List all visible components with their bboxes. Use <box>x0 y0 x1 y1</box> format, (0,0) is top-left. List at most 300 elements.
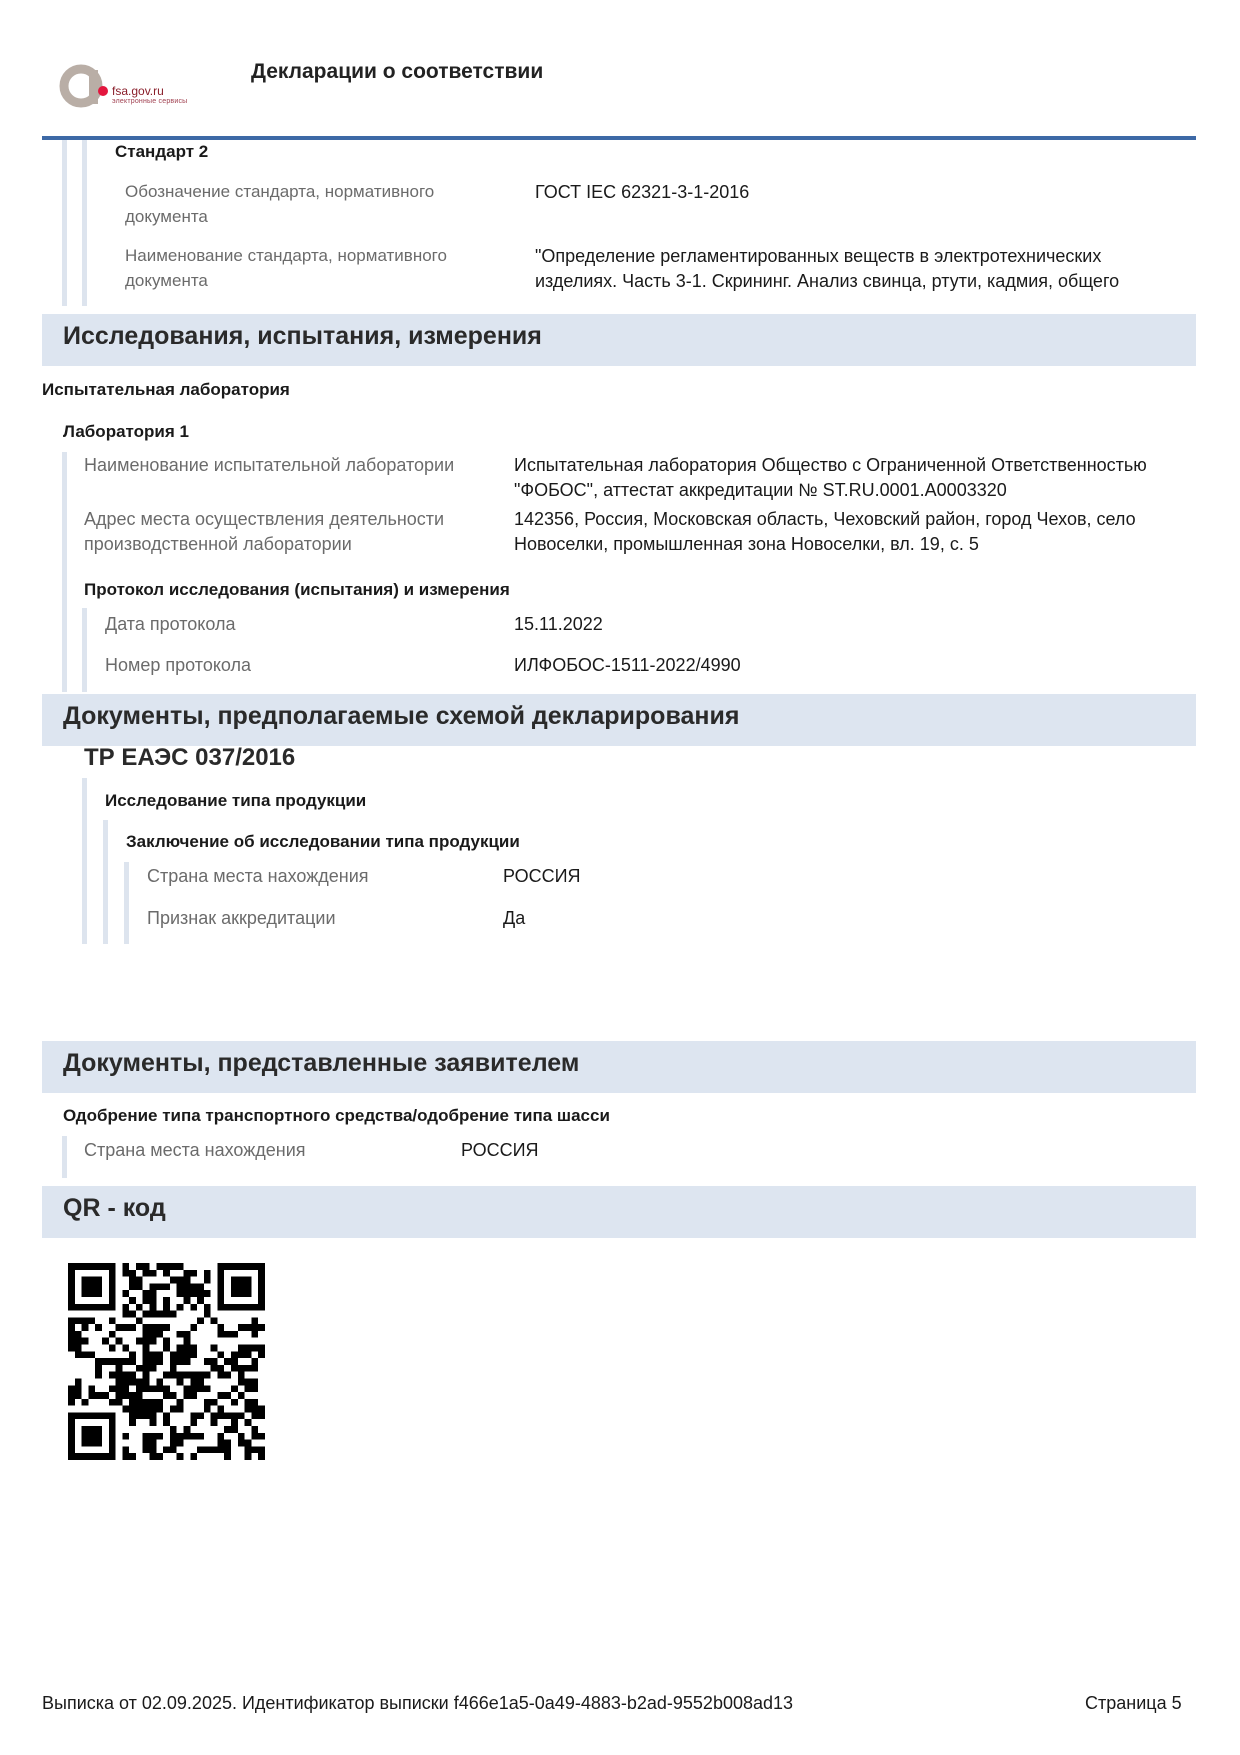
qr-module <box>231 1263 238 1270</box>
qr-module <box>143 1372 150 1379</box>
qr-module <box>122 1358 129 1365</box>
indent-bar <box>62 452 67 692</box>
qr-module <box>251 1426 258 1433</box>
qr-module <box>109 1304 116 1311</box>
qr-module <box>136 1412 143 1419</box>
qr-module <box>88 1440 95 1447</box>
standard-designation-value: ГОСТ IEC 62321-3-1-2016 <box>535 182 750 202</box>
qr-module <box>122 1324 129 1331</box>
qr-module <box>163 1412 170 1419</box>
qr-module <box>143 1412 150 1419</box>
qr-module <box>122 1392 129 1399</box>
qr-module <box>122 1433 129 1440</box>
qr-module <box>183 1345 190 1352</box>
qr-module <box>122 1378 129 1385</box>
qr-module <box>217 1290 224 1297</box>
qr-module <box>245 1345 252 1352</box>
qr-module <box>68 1290 75 1297</box>
logo-text: fsa.gov.ru <box>112 84 164 98</box>
qr-module <box>122 1446 129 1453</box>
qr-module <box>245 1399 252 1406</box>
qr-module <box>109 1446 116 1453</box>
lab-address-value: 142356, Россия, Московская область, Чеховский район, город Чехов, село Новоселки, промышленная зона Новоселки, вл. 19, с. 5 <box>514 509 1136 554</box>
qr-module <box>109 1358 116 1365</box>
qr-module <box>95 1277 102 1284</box>
qr-module <box>245 1406 252 1413</box>
qr-module <box>258 1433 265 1440</box>
qr-module <box>102 1304 109 1311</box>
qr-module <box>136 1385 143 1392</box>
qr-module <box>95 1426 102 1433</box>
qr-module <box>197 1317 204 1324</box>
qr-module <box>143 1358 150 1365</box>
qr-module <box>88 1412 95 1419</box>
qr-module <box>68 1453 75 1460</box>
qr-module <box>238 1412 245 1419</box>
qr-module <box>150 1440 157 1447</box>
qr-module <box>231 1399 238 1406</box>
regulation-title: ТР ЕАЭС 037/2016 <box>84 744 296 771</box>
qr-module <box>150 1358 157 1365</box>
qr-module <box>251 1399 258 1406</box>
qr-module <box>211 1399 218 1406</box>
qr-module <box>238 1378 245 1385</box>
qr-module <box>170 1365 177 1372</box>
qr-module <box>75 1385 82 1392</box>
qr-module <box>109 1290 116 1297</box>
qr-module <box>238 1365 245 1372</box>
qr-module <box>68 1338 75 1345</box>
qr-module <box>68 1446 75 1453</box>
qr-module <box>143 1440 150 1447</box>
qr-module <box>231 1351 238 1358</box>
qr-module <box>88 1426 95 1433</box>
qr-module <box>204 1406 211 1413</box>
qr-module <box>217 1406 224 1413</box>
qr-module <box>231 1412 238 1419</box>
qr-module <box>150 1270 157 1277</box>
qr-module <box>116 1372 123 1379</box>
qr-module <box>82 1277 89 1284</box>
qr-module <box>143 1338 150 1345</box>
qr-module <box>245 1385 252 1392</box>
qr-module <box>88 1385 95 1392</box>
qr-module <box>68 1283 75 1290</box>
qr-module <box>68 1270 75 1277</box>
qr-module <box>150 1446 157 1453</box>
qr-module <box>245 1290 252 1297</box>
qr-module <box>156 1378 163 1385</box>
qr-module <box>122 1270 129 1277</box>
qr-module <box>177 1263 184 1270</box>
qr-module <box>238 1290 245 1297</box>
applicant-country-label: Страна места нахождения <box>84 1140 306 1160</box>
qr-module <box>177 1372 184 1379</box>
qr-module <box>68 1419 75 1426</box>
qr-module <box>75 1392 82 1399</box>
section-title: Документы, предполагаемые схемой декларирования <box>63 702 740 730</box>
qr-module <box>109 1283 116 1290</box>
qr-module <box>231 1365 238 1372</box>
qr-module <box>190 1324 197 1331</box>
qr-module <box>75 1263 82 1270</box>
qr-module <box>238 1351 245 1358</box>
qr-module <box>88 1283 95 1290</box>
qr-module <box>197 1283 204 1290</box>
qr-module <box>231 1426 238 1433</box>
qr-module <box>82 1317 89 1324</box>
qr-module <box>258 1406 265 1413</box>
qr-module <box>129 1392 136 1399</box>
qr-module <box>258 1283 265 1290</box>
qr-module <box>116 1358 123 1365</box>
qr-module <box>88 1453 95 1460</box>
standard-title: Стандарт 2 <box>115 142 209 161</box>
qr-module <box>116 1378 123 1385</box>
qr-module <box>183 1331 190 1338</box>
qr-module <box>190 1378 197 1385</box>
qr-module <box>95 1283 102 1290</box>
qr-module <box>109 1426 116 1433</box>
qr-module <box>224 1392 231 1399</box>
qr-module <box>75 1317 82 1324</box>
qr-module <box>150 1338 157 1345</box>
qr-module <box>82 1263 89 1270</box>
qr-module <box>217 1263 224 1270</box>
qr-module <box>258 1412 265 1419</box>
section-band-scheme-docs <box>42 694 1196 746</box>
qr-module <box>251 1446 258 1453</box>
qr-module <box>129 1412 136 1419</box>
qr-module <box>163 1392 170 1399</box>
qr-module <box>190 1290 197 1297</box>
qr-module <box>183 1277 190 1284</box>
qr-module <box>102 1263 109 1270</box>
scheme-country-label: Страна места нахождения <box>147 866 369 886</box>
qr-module <box>75 1304 82 1311</box>
qr-module <box>150 1304 157 1311</box>
qr-module <box>95 1453 102 1460</box>
qr-module <box>258 1446 265 1453</box>
qr-module <box>245 1378 252 1385</box>
qr-module <box>150 1324 157 1331</box>
qr-module <box>156 1311 163 1318</box>
qr-module <box>156 1399 163 1406</box>
qr-module <box>136 1277 143 1284</box>
qr-module <box>143 1433 150 1440</box>
qr-module <box>109 1453 116 1460</box>
qr-module <box>211 1358 218 1365</box>
qr-module <box>258 1277 265 1284</box>
qr-module <box>143 1351 150 1358</box>
qr-module <box>150 1365 157 1372</box>
qr-module <box>129 1399 136 1406</box>
qr-module <box>197 1290 204 1297</box>
qr-module <box>109 1277 116 1284</box>
qr-module <box>68 1412 75 1419</box>
qr-module <box>251 1324 258 1331</box>
qr-module <box>217 1433 224 1440</box>
qr-module <box>245 1419 252 1426</box>
qr-module <box>245 1263 252 1270</box>
qr-module <box>109 1399 116 1406</box>
standard-designation-label: Обозначение стандарта, нормативного документа <box>125 182 435 226</box>
qr-module <box>251 1385 258 1392</box>
qr-module <box>82 1399 89 1406</box>
qr-module <box>177 1433 184 1440</box>
qr-module <box>75 1412 82 1419</box>
qr-module <box>129 1283 136 1290</box>
qr-module <box>190 1392 197 1399</box>
qr-module <box>190 1345 197 1352</box>
qr-module <box>143 1324 150 1331</box>
qr-module <box>102 1412 109 1419</box>
qr-module <box>129 1372 136 1379</box>
qr-module <box>217 1372 224 1379</box>
qr-module <box>231 1358 238 1365</box>
qr-module <box>238 1283 245 1290</box>
section-band-research <box>42 314 1196 366</box>
qr-module <box>156 1358 163 1365</box>
protocol-date-label: Дата протокола <box>105 614 236 634</box>
qr-module <box>75 1331 82 1338</box>
qr-module <box>122 1304 129 1311</box>
qr-module <box>136 1317 143 1324</box>
qr-module <box>245 1440 252 1447</box>
qr-module <box>204 1311 211 1318</box>
qr-module <box>251 1406 258 1413</box>
qr-module <box>170 1277 177 1284</box>
qr-module <box>238 1304 245 1311</box>
qr-module <box>170 1351 177 1358</box>
qr-module <box>95 1304 102 1311</box>
qr-module <box>238 1263 245 1270</box>
qr-module <box>136 1304 143 1311</box>
qr-module <box>163 1283 170 1290</box>
qr-module <box>204 1446 211 1453</box>
qr-module <box>143 1270 150 1277</box>
qr-code <box>68 1263 265 1460</box>
qr-module <box>88 1317 95 1324</box>
qr-module <box>82 1426 89 1433</box>
qr-module <box>150 1406 157 1413</box>
qr-module <box>231 1419 238 1426</box>
qr-module <box>88 1263 95 1270</box>
qr-module <box>258 1453 265 1460</box>
qr-module <box>143 1263 150 1270</box>
qr-module <box>150 1453 157 1460</box>
qr-module <box>116 1365 123 1372</box>
qr-module <box>204 1277 211 1284</box>
qr-module <box>258 1345 265 1352</box>
standard-name-label: Наименование стандарта, нормативного документа <box>125 246 447 290</box>
qr-module <box>150 1419 157 1426</box>
qr-module <box>82 1304 89 1311</box>
qr-module <box>95 1440 102 1447</box>
qr-module <box>136 1365 143 1372</box>
qr-module <box>129 1351 136 1358</box>
qr-module <box>109 1331 116 1338</box>
qr-module <box>183 1372 190 1379</box>
qr-module <box>150 1311 157 1318</box>
qr-module <box>143 1406 150 1413</box>
qr-module <box>204 1385 211 1392</box>
qr-module <box>238 1440 245 1447</box>
qr-module <box>170 1311 177 1318</box>
qr-module <box>82 1338 89 1345</box>
indent-bar <box>103 820 108 944</box>
qr-module <box>143 1385 150 1392</box>
qr-module <box>75 1345 82 1352</box>
qr-module <box>109 1297 116 1304</box>
qr-module <box>122 1453 129 1460</box>
qr-module <box>177 1345 184 1352</box>
type-study-title: Исследование типа продукции <box>105 791 367 810</box>
qr-module <box>95 1290 102 1297</box>
qr-module <box>88 1351 95 1358</box>
qr-module <box>163 1297 170 1304</box>
lab-name-value: Испытательная лаборатория Общество с Ограниченной Ответственностью "ФОБОС", аттестат аккредитации № ST.RU.0001.A0003320 <box>514 455 1147 500</box>
qr-module <box>95 1392 102 1399</box>
qr-module <box>177 1378 184 1385</box>
qr-module <box>217 1365 224 1372</box>
qr-module <box>170 1358 177 1365</box>
qr-module <box>258 1324 265 1331</box>
lab-section-title: Испытательная лаборатория <box>42 380 290 399</box>
qr-module <box>102 1358 109 1365</box>
qr-module <box>88 1392 95 1399</box>
qr-module <box>95 1433 102 1440</box>
qr-module <box>122 1263 129 1270</box>
qr-module <box>68 1297 75 1304</box>
qr-module <box>163 1385 170 1392</box>
qr-module <box>190 1385 197 1392</box>
qr-module <box>68 1331 75 1338</box>
qr-module <box>190 1419 197 1426</box>
qr-module <box>197 1372 204 1379</box>
qr-module <box>251 1317 258 1324</box>
qr-module <box>143 1365 150 1372</box>
qr-module <box>190 1412 197 1419</box>
qr-module <box>163 1311 170 1318</box>
qr-module <box>82 1440 89 1447</box>
qr-module <box>156 1406 163 1413</box>
protocol-number-label: Номер протокола <box>105 655 252 675</box>
qr-module <box>217 1297 224 1304</box>
qr-module <box>251 1365 258 1372</box>
qr-module <box>95 1263 102 1270</box>
qr-module <box>190 1270 197 1277</box>
qr-module <box>129 1297 136 1304</box>
qr-module <box>197 1446 204 1453</box>
qr-module <box>150 1283 157 1290</box>
qr-module <box>75 1338 82 1345</box>
qr-module <box>177 1399 184 1406</box>
qr-module <box>75 1351 82 1358</box>
qr-module <box>68 1433 75 1440</box>
indent-bar <box>62 1136 67 1178</box>
qr-module <box>224 1358 231 1365</box>
indent-bar <box>62 140 67 306</box>
qr-module <box>156 1324 163 1331</box>
qr-module <box>68 1304 75 1311</box>
qr-module <box>163 1263 170 1270</box>
qr-module <box>136 1378 143 1385</box>
qr-module <box>163 1324 170 1331</box>
qr-module <box>183 1270 190 1277</box>
lab-title: Лаборатория 1 <box>63 422 189 441</box>
qr-module <box>109 1433 116 1440</box>
qr-module <box>88 1304 95 1311</box>
qr-module <box>136 1283 143 1290</box>
qr-module <box>95 1324 102 1331</box>
qr-module <box>143 1345 150 1352</box>
qr-module <box>143 1311 150 1318</box>
qr-module <box>82 1283 89 1290</box>
qr-module <box>136 1263 143 1270</box>
qr-module <box>88 1290 95 1297</box>
qr-module <box>238 1372 245 1379</box>
qr-module <box>109 1440 116 1447</box>
qr-module <box>82 1433 89 1440</box>
qr-module <box>217 1351 224 1358</box>
qr-module <box>238 1433 245 1440</box>
qr-module <box>177 1358 184 1365</box>
qr-module <box>258 1351 265 1358</box>
section-band-applicant-docs <box>42 1041 1196 1093</box>
qr-module <box>122 1385 129 1392</box>
qr-module <box>129 1311 136 1318</box>
section-title: Исследования, испытания, измерения <box>63 322 542 350</box>
qr-module <box>170 1392 177 1399</box>
qr-module <box>156 1283 163 1290</box>
scheme-country-value: РОССИЯ <box>503 866 581 886</box>
qr-module <box>143 1331 150 1338</box>
qr-module <box>143 1297 150 1304</box>
qr-module <box>163 1345 170 1352</box>
qr-module <box>68 1426 75 1433</box>
qr-module <box>231 1331 238 1338</box>
qr-module <box>109 1419 116 1426</box>
qr-module <box>116 1385 123 1392</box>
qr-module <box>75 1453 82 1460</box>
qr-module <box>150 1351 157 1358</box>
qr-module <box>156 1433 163 1440</box>
qr-module <box>163 1270 170 1277</box>
qr-module <box>183 1351 190 1358</box>
qr-module <box>197 1412 204 1419</box>
qr-module <box>143 1399 150 1406</box>
qr-module <box>211 1419 218 1426</box>
section-band-qr <box>42 1186 1196 1238</box>
qr-module <box>95 1365 102 1372</box>
qr-module <box>251 1358 258 1365</box>
qr-module <box>163 1304 170 1311</box>
standard-name-value: "Определение регламентированных веществ в электротехнических изделиях. Часть 3-1. Скрининг. Анализ свинца, ртути, кадмия, общего <box>535 246 1120 291</box>
qr-module <box>224 1446 231 1453</box>
qr-module <box>204 1372 211 1379</box>
qr-module <box>170 1406 177 1413</box>
qr-module <box>245 1351 252 1358</box>
qr-module <box>122 1406 129 1413</box>
qr-module <box>211 1412 218 1419</box>
qr-module <box>197 1385 204 1392</box>
qr-module <box>224 1426 231 1433</box>
qr-module <box>190 1433 197 1440</box>
qr-module <box>109 1263 116 1270</box>
qr-module <box>177 1290 184 1297</box>
qr-module <box>245 1304 252 1311</box>
